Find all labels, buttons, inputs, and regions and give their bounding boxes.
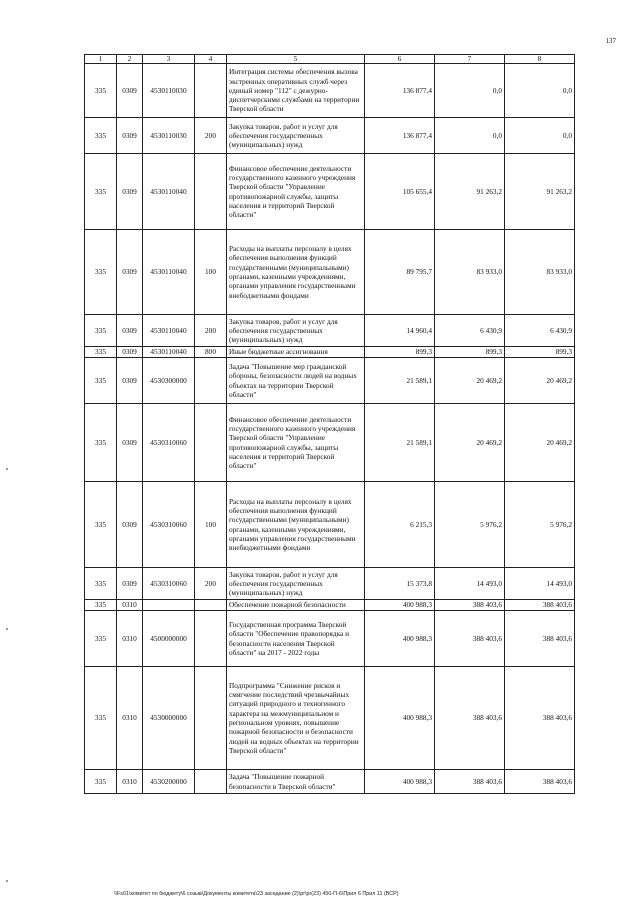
table-row <box>85 230 575 315</box>
cell-description: Расходы на выплаты персоналу в целях обеспечения выполнения функций государственными (муниципальными) органами, казенными учреждениями, органами управления государственными внебоджетными фондами <box>227 230 365 315</box>
header-row <box>85 55 575 64</box>
cell-amount-col8: 388 403,6 <box>505 600 575 611</box>
cell-amount-col8: 91 263,2 <box>505 154 575 230</box>
cell-admin-code: 335 <box>85 315 117 347</box>
table-row <box>85 315 575 347</box>
cell-section-code: 0310 <box>117 667 143 770</box>
cell-amount-col6: 400 988,3 <box>365 667 435 770</box>
cell-expense-type <box>195 667 227 770</box>
cell-section-code: 0309 <box>117 118 143 154</box>
cell-expense-type: 100 <box>195 482 227 568</box>
cell-description: Иные бюджетные ассигнования <box>227 347 365 358</box>
col-header: 5 <box>227 55 365 64</box>
cell-amount-col6: 105 655,4 <box>365 154 435 230</box>
table-row <box>85 154 575 230</box>
cell-admin-code: 335 <box>85 611 117 667</box>
cell-amount-col8: 0,0 <box>505 64 575 118</box>
cell-section-code: 0309 <box>117 230 143 315</box>
cell-section-code: 0310 <box>117 600 143 611</box>
cell-amount-col6: 400 988,3 <box>365 611 435 667</box>
budget-table <box>84 54 575 794</box>
cell-amount-col8: 899,3 <box>505 347 575 358</box>
cell-amount-col7: 91 263,2 <box>435 154 505 230</box>
cell-admin-code: 335 <box>85 600 117 611</box>
cell-amount-col7: 899,3 <box>435 347 505 358</box>
cell-target-article: 4530200000 <box>143 770 195 794</box>
cell-amount-col7: 20 469,2 <box>435 404 505 482</box>
col-header: 6 <box>365 55 435 64</box>
cell-description: Задача "Повышение пожарной безопасности в Тверской области" <box>227 770 365 794</box>
cell-amount-col8: 14 493,0 <box>505 568 575 600</box>
margin-mark <box>6 628 8 630</box>
cell-amount-col7: 6 430,9 <box>435 315 505 347</box>
cell-description: Задача "Повышение мер гражданской обороны, безопасности людей на водных объектах на территории Тверской области" <box>227 358 365 404</box>
cell-description: Финансовое обеспечение деятельности государственного казенного учреждения Тверской области "Управление противопожарной службы, защиты населения и территорий Тверской области" <box>227 154 365 230</box>
col-header: 8 <box>505 55 575 64</box>
cell-section-code: 0309 <box>117 347 143 358</box>
cell-target-article <box>143 600 195 611</box>
cell-expense-type <box>195 770 227 794</box>
cell-description: Финансовое обеспечение деятельности государственного казенного учреждения Тверской области "Управление противопожарной службы, защиты населения и территорий Тверской области" <box>227 404 365 482</box>
cell-section-code: 0310 <box>117 770 143 794</box>
cell-expense-type: 800 <box>195 347 227 358</box>
cell-amount-col8: 5 976,2 <box>505 482 575 568</box>
cell-expense-type <box>195 154 227 230</box>
cell-description: Закупка товаров, работ и услуг для обеспечения государственных (муниципальных) нужд <box>227 118 365 154</box>
cell-amount-col8: 0,0 <box>505 118 575 154</box>
col-header: 4 <box>195 55 227 64</box>
cell-amount-col7: 5 976,2 <box>435 482 505 568</box>
cell-amount-col6: 136 877,4 <box>365 118 435 154</box>
cell-target-article: 4530110030 <box>143 118 195 154</box>
table-row <box>85 482 575 568</box>
cell-amount-col6: 15 373,8 <box>365 568 435 600</box>
cell-admin-code: 335 <box>85 667 117 770</box>
cell-amount-col7: 388 403,6 <box>435 600 505 611</box>
cell-admin-code: 335 <box>85 154 117 230</box>
cell-amount-col7: 388 403,6 <box>435 770 505 794</box>
cell-expense-type: 200 <box>195 568 227 600</box>
cell-section-code: 0309 <box>117 154 143 230</box>
cell-admin-code: 335 <box>85 568 117 600</box>
cell-amount-col6: 6 215,3 <box>365 482 435 568</box>
cell-description: Расходы на выплаты персоналу в целях обеспечения выполнения функций государственными (муниципальными) органами, казенными учреждениями, органами управления государственными внебюджетными фондами <box>227 482 365 568</box>
table-row <box>85 568 575 600</box>
cell-target-article: 4530110040 <box>143 154 195 230</box>
cell-amount-col8: 388 403,6 <box>505 770 575 794</box>
margin-mark <box>6 880 8 882</box>
cell-target-article: 4530110040 <box>143 315 195 347</box>
cell-expense-type <box>195 358 227 404</box>
cell-amount-col8: 388 403,6 <box>505 667 575 770</box>
cell-section-code: 0309 <box>117 358 143 404</box>
table-row <box>85 404 575 482</box>
footer-file-path: \\Fs01\комитет по бюджету\6 созыв\Документы комитета\23 заседание (2)\pr\pr(23) 450-П-6\Прил 6 Прил 11 (ВСР) <box>114 891 399 897</box>
cell-expense-type <box>195 64 227 118</box>
cell-section-code: 0309 <box>117 404 143 482</box>
cell-amount-col6: 136 877,4 <box>365 64 435 118</box>
margin-mark <box>6 468 8 470</box>
cell-expense-type: 100 <box>195 230 227 315</box>
cell-expense-type <box>195 404 227 482</box>
cell-description: Закупка товаров, работ и услуг для обеспечения государственных (муниципальных) нужд <box>227 568 365 600</box>
cell-section-code: 0310 <box>117 611 143 667</box>
cell-admin-code: 335 <box>85 347 117 358</box>
cell-target-article: 4530000000 <box>143 667 195 770</box>
table-row <box>85 64 575 118</box>
cell-admin-code: 335 <box>85 404 117 482</box>
cell-admin-code: 335 <box>85 482 117 568</box>
col-header: 7 <box>435 55 505 64</box>
cell-amount-col8: 388 403,6 <box>505 611 575 667</box>
cell-admin-code: 335 <box>85 230 117 315</box>
cell-amount-col6: 400 988,3 <box>365 770 435 794</box>
cell-amount-col8: 6 430,9 <box>505 315 575 347</box>
cell-section-code: 0309 <box>117 568 143 600</box>
table-row <box>85 347 575 358</box>
cell-amount-col6: 400 988,3 <box>365 600 435 611</box>
cell-amount-col7: 83 933,0 <box>435 230 505 315</box>
cell-section-code: 0309 <box>117 482 143 568</box>
cell-amount-col7: 14 493,0 <box>435 568 505 600</box>
cell-description: Интеграция системы обеспечения вызова экстренных оперативных служб через единый номер "112" с дежурно-диспетчерскими службами на территории Тверской области <box>227 64 365 118</box>
cell-description: Закупка товаров, работ и услуг для обеспечения государственных (муниципальных) нужд <box>227 315 365 347</box>
cell-amount-col8: 20 469,2 <box>505 404 575 482</box>
cell-amount-col8: 20 469,2 <box>505 358 575 404</box>
col-header: 1 <box>85 55 117 64</box>
cell-amount-col7: 0,0 <box>435 64 505 118</box>
cell-admin-code: 335 <box>85 118 117 154</box>
cell-amount-col8: 83 933,0 <box>505 230 575 315</box>
cell-target-article: 4530300000 <box>143 358 195 404</box>
table-row <box>85 770 575 794</box>
cell-admin-code: 335 <box>85 64 117 118</box>
table-row <box>85 358 575 404</box>
cell-amount-col6: 89 795,7 <box>365 230 435 315</box>
cell-target-article: 4530310060 <box>143 568 195 600</box>
cell-description: Государственная программа Тверской области "Обеспечение правопорядка и безопасности населения Тверской области" на 2017 - 2022 годы <box>227 611 365 667</box>
cell-admin-code: 335 <box>85 770 117 794</box>
cell-amount-col7: 388 403,6 <box>435 611 505 667</box>
cell-amount-col7: 20 469,2 <box>435 358 505 404</box>
cell-expense-type <box>195 611 227 667</box>
cell-target-article: 4530110040 <box>143 347 195 358</box>
cell-description: Подпрограмма "Снижение рисков и смягчение последствий чрезвычайных ситуаций природного и техногенного характера на межмуниципальном и региональном уровнях, повышение пожарной безопасности и безопасности людей на водных объектах на территории Тверской области" <box>227 667 365 770</box>
table-row <box>85 667 575 770</box>
cell-expense-type <box>195 600 227 611</box>
cell-expense-type: 200 <box>195 315 227 347</box>
table-body <box>85 64 575 794</box>
table-row <box>85 118 575 154</box>
cell-amount-col6: 899,3 <box>365 347 435 358</box>
cell-amount-col6: 14 960,4 <box>365 315 435 347</box>
cell-target-article: 4530110040 <box>143 230 195 315</box>
cell-target-article: 4530310060 <box>143 482 195 568</box>
cell-target-article: 4530310060 <box>143 404 195 482</box>
cell-section-code: 0309 <box>117 315 143 347</box>
cell-amount-col6: 21 589,1 <box>365 404 435 482</box>
cell-target-article: 4530110030 <box>143 64 195 118</box>
cell-section-code: 0309 <box>117 64 143 118</box>
cell-target-article: 4500000000 <box>143 611 195 667</box>
cell-amount-col6: 21 589,1 <box>365 358 435 404</box>
cell-amount-col7: 0,0 <box>435 118 505 154</box>
cell-description: Обеспечение пожарной безопасности <box>227 600 365 611</box>
cell-amount-col7: 388 403,6 <box>435 667 505 770</box>
cell-expense-type: 200 <box>195 118 227 154</box>
page-number: 137 <box>605 37 616 45</box>
table-row <box>85 600 575 611</box>
table-row <box>85 611 575 667</box>
cell-admin-code: 335 <box>85 358 117 404</box>
col-header: 3 <box>143 55 195 64</box>
col-header: 2 <box>117 55 143 64</box>
